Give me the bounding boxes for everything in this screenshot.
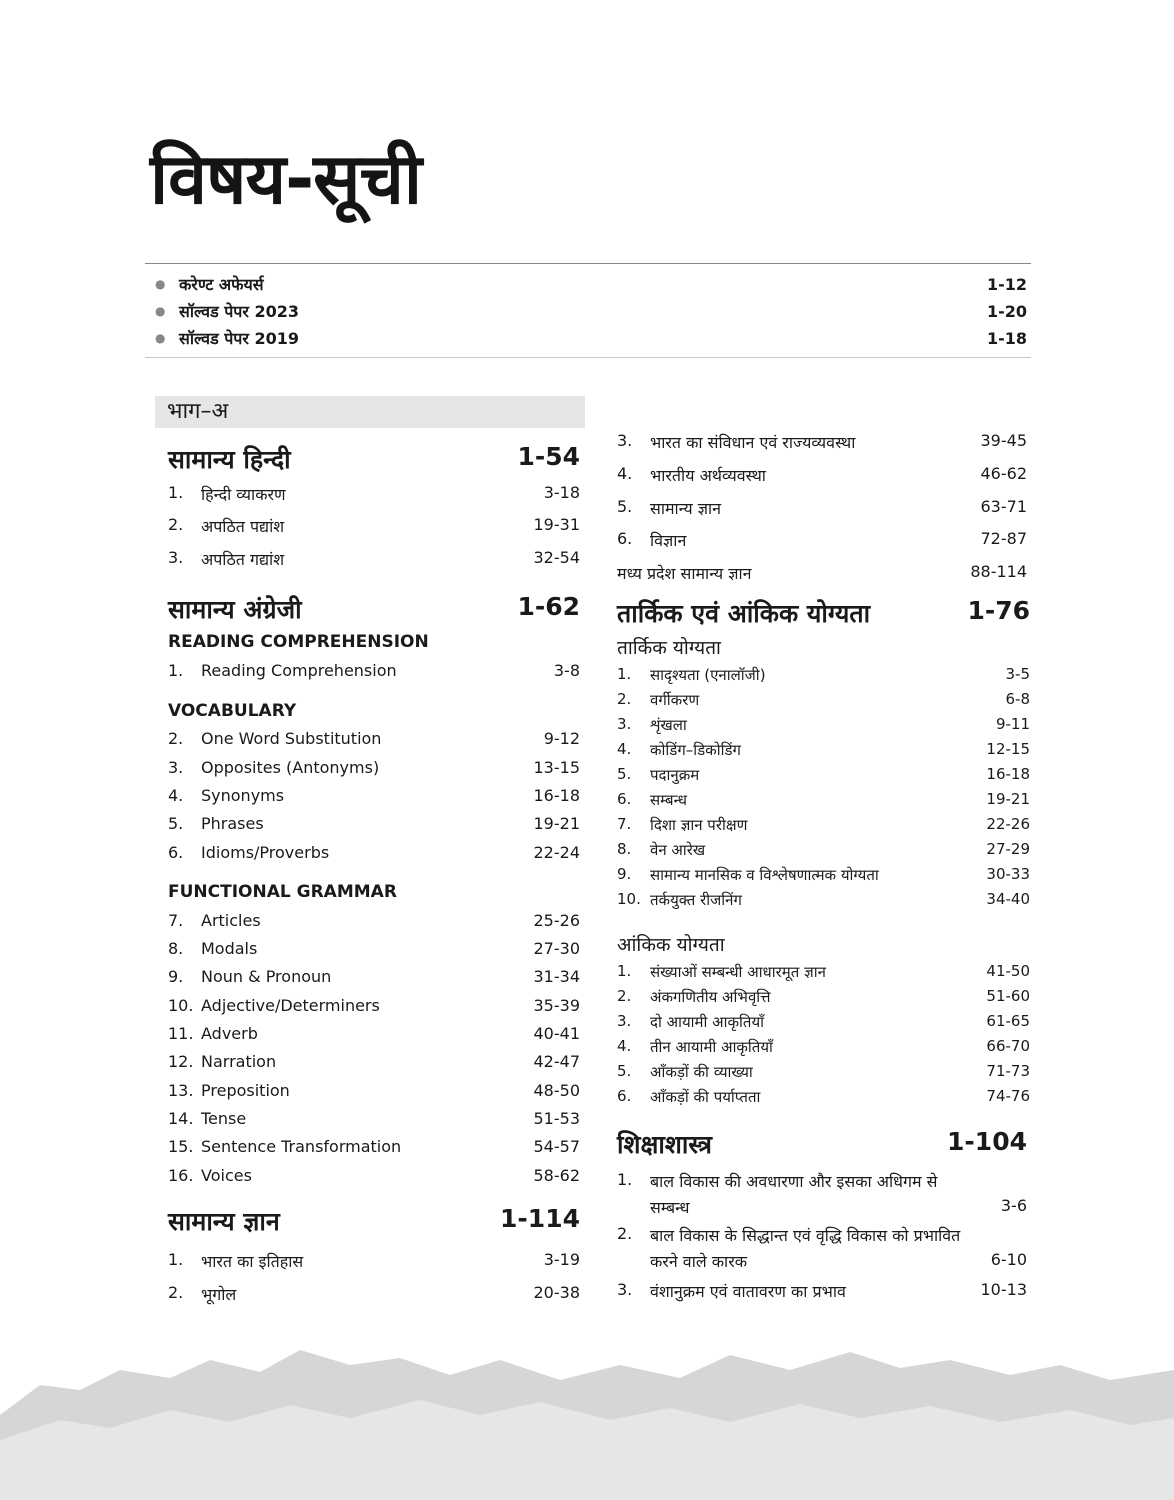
list-item[interactable]: [617, 987, 1030, 1007]
bullet-icon: ●: [155, 331, 166, 345]
list-item[interactable]: [617, 497, 1027, 519]
item-label: Preposition: [201, 1081, 290, 1100]
part-heading: भाग–अ: [155, 396, 585, 428]
section-pages: 1-114: [500, 1204, 580, 1233]
section-pages: 1-54: [517, 442, 580, 471]
item-number: 2.: [617, 1224, 633, 1243]
item-label: हिन्दी व्याकरण: [201, 485, 286, 504]
section-pages: 1-76: [967, 596, 1030, 625]
list-item[interactable]: [168, 1166, 580, 1185]
item-number: 1.: [617, 962, 632, 980]
item-pages: 16-18: [986, 765, 1030, 783]
item-pages: 32-54: [533, 548, 580, 567]
list-item[interactable]: [168, 548, 580, 570]
item-pages: 51-53: [533, 1109, 580, 1128]
item-label: सम्बन्ध: [650, 791, 687, 809]
list-item[interactable]: [617, 765, 1030, 785]
item-number: 1.: [617, 665, 632, 683]
list-item[interactable]: [617, 865, 1030, 885]
list-item[interactable]: [617, 962, 1030, 982]
list-item[interactable]: [168, 729, 580, 748]
item-pages: 3-18: [543, 483, 580, 502]
item-number: 8.: [168, 939, 184, 958]
list-item[interactable]: [617, 1170, 1027, 1218]
item-label: Tense: [201, 1109, 247, 1128]
item-label: आँकड़ों की व्याख्या: [650, 1063, 753, 1081]
item-pages: 3-8: [553, 661, 580, 680]
item-pages: 25-26: [533, 911, 580, 930]
section-hindi[interactable]: [168, 442, 580, 476]
list-item[interactable]: [617, 715, 1030, 735]
item-label: पदानुक्रम: [650, 766, 700, 784]
item-label: मध्य प्रदेश सामान्य ज्ञान: [617, 564, 752, 583]
list-item[interactable]: [617, 665, 1030, 685]
section-title: सामान्य ज्ञान: [168, 1207, 280, 1236]
item-pages: 9-12: [543, 729, 580, 748]
item-number: 4.: [617, 1037, 632, 1055]
item-label: Idioms/Proverbs: [201, 843, 330, 862]
item-number: 12.: [168, 1052, 194, 1071]
list-item[interactable]: [168, 967, 580, 986]
item-number: 1.: [168, 661, 184, 680]
item-label: सामान्य ज्ञान: [650, 499, 722, 518]
top-items-box: [145, 263, 1031, 358]
subsection-heading: आंकिक योग्यता: [617, 934, 725, 956]
mountain-decoration: [0, 1330, 1174, 1500]
item-number: 4.: [168, 786, 184, 805]
item-number: 2.: [168, 515, 184, 534]
item-pages: 31-34: [533, 967, 580, 986]
item-label: वंशानुक्रम एवं वातावरण का प्रभाव: [650, 1282, 846, 1301]
item-label: अपठित गद्यांश: [201, 550, 285, 569]
item-number: 3.: [617, 1012, 632, 1030]
subsection-heading: READING COMPREHENSION: [168, 632, 429, 652]
top-item[interactable]: [155, 271, 1027, 297]
list-item[interactable]: [168, 1250, 580, 1272]
item-label: Modals: [201, 939, 258, 958]
item-number: 13.: [168, 1081, 194, 1100]
top-item[interactable]: [155, 325, 1027, 351]
item-label: आँकड़ों की पर्याप्तता: [650, 1088, 761, 1106]
list-item[interactable]: [617, 431, 1027, 453]
item-label: सादृश्यता (एनालॉजी): [650, 666, 766, 684]
item-number: 2.: [168, 1283, 184, 1302]
item-number: 1.: [168, 483, 184, 502]
list-item[interactable]: [168, 996, 580, 1015]
item-label: Narration: [201, 1052, 277, 1071]
list-item[interactable]: [617, 464, 1027, 486]
item-label: वर्गीकरण: [650, 691, 700, 709]
section-title: सामान्य हिन्दी: [168, 445, 291, 474]
item-number: 3.: [168, 758, 184, 777]
item-pages: 3-5: [1005, 665, 1030, 683]
item-pages: 54-57: [533, 1137, 580, 1156]
item-label: अंकगणितीय अभिवृत्ति: [650, 988, 771, 1006]
item-label: Voices: [201, 1166, 252, 1185]
item-label-line2: सम्बन्ध: [650, 1198, 690, 1217]
list-item[interactable]: [168, 515, 580, 537]
item-number: 4.: [617, 740, 632, 758]
item-pages: 40-41: [533, 1024, 580, 1043]
item-label: Noun & Pronoun: [201, 967, 332, 986]
section-gk[interactable]: [168, 1204, 580, 1238]
item-pages: 35-39: [533, 996, 580, 1015]
section-title: सामान्य अंग्रेजी: [168, 595, 302, 624]
item-number: 5.: [617, 497, 633, 516]
item-number: 1.: [617, 1170, 633, 1189]
item-pages: 19-21: [986, 790, 1030, 808]
item-pages: 12-15: [986, 740, 1030, 758]
item-pages: 41-50: [986, 962, 1030, 980]
item-label: तर्कयुक्त रीजनिंग: [650, 891, 742, 909]
top-item-label: सॉल्वड पेपर 2019: [179, 329, 300, 348]
section-pedagogy[interactable]: [617, 1127, 1027, 1161]
list-item[interactable]: [617, 1037, 1030, 1057]
list-item[interactable]: [617, 1087, 1030, 1107]
item-label: Phrases: [201, 814, 264, 833]
bullet-icon: ●: [155, 304, 166, 318]
subsection-heading: तार्किक योग्यता: [617, 637, 721, 659]
item-pages: 34-40: [986, 890, 1030, 908]
item-label: अपठित पद्यांश: [201, 517, 285, 536]
item-pages: 48-50: [533, 1081, 580, 1100]
item-number: 6.: [617, 1087, 632, 1105]
list-item[interactable]: [168, 814, 580, 833]
item-number: 6.: [617, 529, 633, 548]
item-pages: 74-76: [986, 1087, 1030, 1105]
list-item[interactable]: [617, 815, 1030, 835]
item-label: Sentence Transformation: [201, 1137, 402, 1156]
item-number: 8.: [617, 840, 632, 858]
item-label: संख्याओं सम्बन्धी आधारमूत ज्ञान: [650, 963, 826, 981]
top-item-pages: 1-20: [986, 301, 1027, 321]
item-pages: 30-33: [986, 865, 1030, 883]
item-number: 15.: [168, 1137, 194, 1156]
list-item[interactable]: [168, 758, 580, 777]
item-pages: 16-18: [533, 786, 580, 805]
list-item[interactable]: [168, 911, 580, 930]
item-label: Reading Comprehension: [201, 661, 397, 680]
section-aptitude[interactable]: [617, 596, 1030, 630]
list-item[interactable]: [617, 529, 1027, 551]
item-number: 2.: [617, 690, 632, 708]
item-pages: 66-70: [986, 1037, 1030, 1055]
list-item[interactable]: [168, 483, 580, 505]
item-pages: 22-24: [533, 843, 580, 862]
item-pages: 13-15: [533, 758, 580, 777]
item-pages: 20-38: [533, 1283, 580, 1302]
list-item[interactable]: [617, 1062, 1030, 1082]
list-item[interactable]: [617, 840, 1030, 860]
item-pages: 58-62: [533, 1166, 580, 1185]
section-title: तार्किक एवं आंकिक योग्यता: [617, 599, 871, 628]
item-pages: 42-47: [533, 1052, 580, 1071]
page-title: विषय-सूची: [150, 138, 422, 220]
item-label: Articles: [201, 911, 261, 930]
section-pages: 1-62: [517, 592, 580, 621]
item-label: तीन आयामी आकृतियाँ: [650, 1038, 773, 1056]
section-title: शिक्षाशास्त्र: [617, 1130, 712, 1159]
list-item-mp-gk[interactable]: [617, 562, 1027, 584]
item-label: भारतीय अर्थव्यवस्था: [650, 466, 766, 485]
top-item-label: करेण्ट अफेयर्स: [179, 275, 264, 294]
item-pages: 22-26: [986, 815, 1030, 833]
item-pages: 3-6: [1000, 1196, 1027, 1215]
item-number: 10.: [617, 890, 641, 908]
list-item[interactable]: [168, 1283, 580, 1305]
list-item[interactable]: [168, 661, 580, 680]
list-item[interactable]: [168, 1081, 580, 1100]
item-pages: 88-114: [970, 562, 1027, 581]
item-number: 5.: [168, 814, 184, 833]
item-number: 9.: [617, 865, 632, 883]
list-item[interactable]: [168, 1137, 580, 1156]
item-number: 1.: [168, 1250, 184, 1269]
item-number: 5.: [617, 1062, 632, 1080]
item-label-line2: करने वाले कारक: [650, 1252, 748, 1271]
item-label: Opposites (Antonyms): [201, 758, 380, 777]
list-item[interactable]: [168, 786, 580, 805]
item-label: दो आयामी आकृतियाँ: [650, 1013, 765, 1031]
section-pages: 1-104: [947, 1127, 1027, 1156]
item-pages: 3-19: [543, 1250, 580, 1269]
item-pages: 63-71: [980, 497, 1027, 516]
item-label: भूगोल: [201, 1285, 237, 1304]
list-item[interactable]: [168, 1052, 580, 1071]
list-item[interactable]: [617, 890, 1030, 910]
item-label: वेन आरेख: [650, 841, 706, 859]
item-label: Synonyms: [201, 786, 285, 805]
top-item-pages: 1-18: [986, 328, 1027, 348]
item-label-line1: बाल विकास की अवधारणा और इसका अधिगम से: [650, 1172, 938, 1191]
item-label: Adverb: [201, 1024, 258, 1043]
item-pages: 39-45: [980, 431, 1027, 450]
item-number: 3.: [617, 715, 632, 733]
item-number: 6.: [617, 790, 632, 808]
item-number: 2.: [617, 987, 632, 1005]
top-item-pages: 1-12: [986, 274, 1027, 294]
item-pages: 6-8: [1005, 690, 1030, 708]
item-number: 3.: [617, 431, 633, 450]
top-item[interactable]: [155, 298, 1027, 324]
item-number: 7.: [168, 911, 184, 930]
top-item-label: सॉल्वड पेपर 2023: [179, 302, 300, 321]
item-label: दिशा ज्ञान परीक्षण: [650, 816, 748, 834]
item-number: 3.: [617, 1280, 633, 1299]
item-label-line1: बाल विकास के सिद्धान्त एवं वृद्धि विकास को प्रभावित: [650, 1226, 961, 1245]
item-pages: 71-73: [986, 1062, 1030, 1080]
item-number: 16.: [168, 1166, 194, 1185]
item-pages: 51-60: [986, 987, 1030, 1005]
item-label: विज्ञान: [650, 531, 687, 550]
item-number: 3.: [168, 548, 184, 567]
item-pages: 61-65: [986, 1012, 1030, 1030]
item-label: शृंखला: [650, 716, 687, 734]
item-number: 7.: [617, 815, 632, 833]
list-item[interactable]: [168, 843, 580, 862]
item-number: 10.: [168, 996, 194, 1015]
item-pages: 46-62: [980, 464, 1027, 483]
item-pages: 27-29: [986, 840, 1030, 858]
item-label: कोडिंग–डिकोडिंग: [650, 741, 741, 759]
item-label: भारत का संविधान एवं राज्यव्यवस्था: [650, 433, 856, 452]
list-item[interactable]: [168, 939, 580, 958]
list-item[interactable]: [617, 790, 1030, 810]
list-item[interactable]: [168, 1024, 580, 1043]
item-number: 2.: [168, 729, 184, 748]
item-label: भारत का इतिहास: [201, 1252, 304, 1271]
item-label: One Word Substitution: [201, 729, 382, 748]
item-number: 14.: [168, 1109, 194, 1128]
item-number: 4.: [617, 464, 633, 483]
item-pages: 9-11: [995, 715, 1030, 733]
item-pages: 10-13: [980, 1280, 1027, 1299]
item-pages: 6-10: [990, 1250, 1027, 1269]
item-pages: 27-30: [533, 939, 580, 958]
list-item[interactable]: [617, 1224, 1027, 1272]
bullet-icon: ●: [155, 277, 166, 291]
list-item[interactable]: [617, 740, 1030, 760]
item-number: 11.: [168, 1024, 194, 1043]
list-item[interactable]: [617, 1012, 1030, 1032]
item-number: 9.: [168, 967, 184, 986]
list-item[interactable]: [617, 1280, 1027, 1302]
item-pages: 19-21: [533, 814, 580, 833]
item-pages: 72-87: [980, 529, 1027, 548]
subsection-heading: VOCABULARY: [168, 701, 297, 721]
list-item[interactable]: [617, 690, 1030, 710]
item-label: सामान्य मानसिक व विश्लेषणात्मक योग्यता: [650, 866, 879, 884]
list-item[interactable]: [168, 1109, 580, 1128]
section-english[interactable]: [168, 592, 580, 626]
subsection-heading: FUNCTIONAL GRAMMAR: [168, 882, 397, 902]
item-label: Adjective/Determiners: [201, 996, 380, 1015]
item-number: 6.: [168, 843, 184, 862]
item-number: 5.: [617, 765, 632, 783]
item-pages: 19-31: [533, 515, 580, 534]
